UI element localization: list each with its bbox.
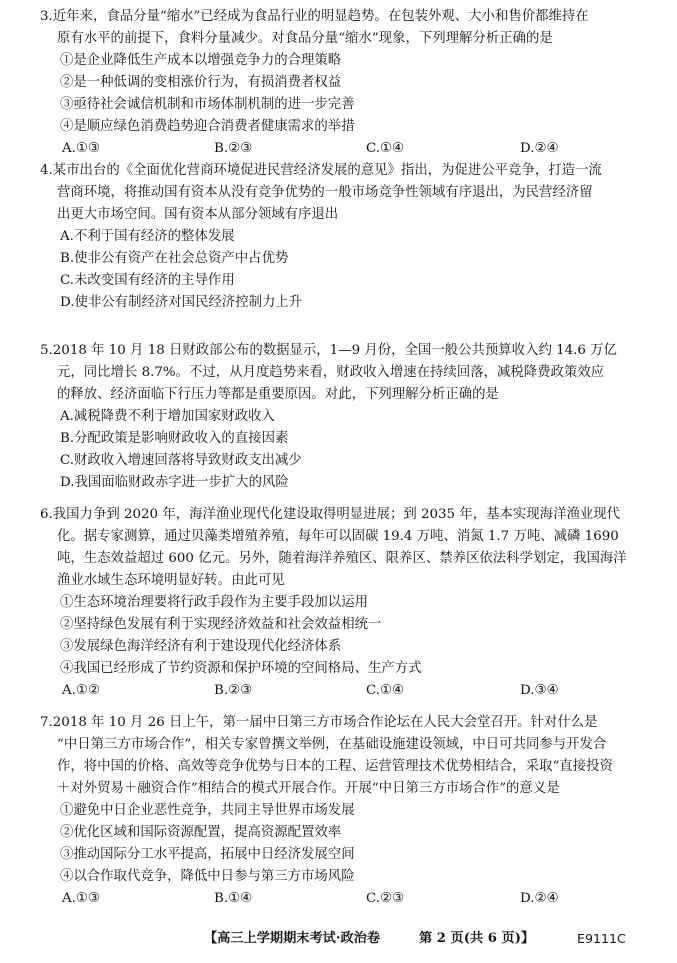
- question-stem-line: 营商环境，将推动国有资本从没有竞争优势的一般市场竞争性领域有序退出，为民营经济留: [57, 185, 593, 200]
- statement-item: ②是一种低调的变相涨价行为，有损消费者权益: [60, 75, 342, 90]
- statement-item: ④是顺应绿色消费趋势迎合消费者健康需求的举措: [60, 119, 355, 134]
- answer-options: [0, 680, 677, 702]
- statement-item: ①生态环境治理要将行政手段作为主要手段加以运用: [60, 595, 368, 610]
- question-stem-line: ＋对外贸易＋融资合作”相结合的模式开展合作。开展“中日第三方市场合作”的意义是: [57, 781, 560, 796]
- question-stem-line: 出更大市场空间。国有资本从部分领域有序退出: [57, 207, 339, 222]
- statement-item: ②坚持绿色发展有利于实现经济效益和社会效益相统一: [60, 617, 382, 632]
- option-b[interactable]: B.②③: [214, 141, 253, 156]
- statement-item: ①是企业降低生产成本以增强竞争力的合理策略: [60, 53, 342, 68]
- footer-page-number: 第 2 页(共 6 页)】: [419, 931, 535, 946]
- question-stem-line: 5.2018 年 10 月 18 日财政部公布的数据显示，1—9 月份，全国一般公共预算收入约 14.6 万亿: [40, 343, 617, 358]
- answer-options: [0, 138, 677, 160]
- option-c[interactable]: C.①④: [366, 683, 405, 698]
- page-footer: [0, 928, 677, 950]
- question-stem-line: 作，将中国的价格、高效等竞争优势与日本的工程、运营管理技术优势相结合，采取“直接投资: [57, 759, 613, 774]
- option-b[interactable]: B.②③: [214, 683, 253, 698]
- option-c[interactable]: C.财政收入增速回落将导致财政支出减少: [60, 453, 302, 468]
- statement-item: ③推动国际分工水平提高，拓展中日经济发展空间: [60, 847, 355, 862]
- option-a[interactable]: A.减税降费不利于增加国家财政收入: [60, 409, 275, 424]
- question-stem-line: 4.某市出台的《全面优化营商环境促进民营经济发展的意见》指出，为促进公平竞争，打造一流: [40, 163, 602, 178]
- question-stem-line: 元，同比增长 8.7%。不过，从月度趋势来看，财政收入增速在持续回落，减税降费政策效应: [57, 365, 605, 380]
- question-stem-line: 的释放、经济面临下行压力等都是重要原因。对此，下列理解分析正确的是: [57, 387, 499, 402]
- statement-item: ③亟待社会诚信机制和市场体制机制的进一步完善: [60, 97, 355, 112]
- option-c[interactable]: C.①④: [366, 141, 405, 156]
- option-c[interactable]: C.②③: [366, 891, 405, 906]
- question-stem-line: 化。据专家测算，通过贝藻类增殖养殖，每年可以固碳 19.4 万吨、消氮 1.7 万吨、减磷 1690: [57, 529, 619, 544]
- option-b[interactable]: B.使非公有资产在社会总资产中占优势: [60, 251, 289, 266]
- question-stem-line: 渔业水域生态环境明显好转。由此可见: [57, 573, 285, 588]
- statement-item: ④我国已经形成了节约资源和保护环境的空间格局、生产方式: [60, 661, 422, 676]
- option-a[interactable]: A.①③: [62, 891, 100, 906]
- option-a[interactable]: A.①②: [62, 683, 100, 698]
- statement-item: ③发展绿色海洋经济有利于建设现代化经济体系: [60, 639, 342, 654]
- statement-item: ④以合作取代竞争，降低中日参与第三方市场风险: [60, 869, 355, 884]
- footer-exam-title: 【高三上学期期末考试·政治卷: [204, 931, 381, 946]
- question-stem-line: 6.我国力争到 2020 年，海洋渔业现代化建设取得明显进展；到 2035 年，基本实现海洋渔业现代: [40, 507, 621, 522]
- option-d[interactable]: D.②④: [520, 891, 559, 906]
- question-stem-line: “中日第三方市场合作”，相关专家曾撰文举例，在基础设施建设领域，中日可共同参与开发合: [57, 737, 607, 752]
- option-d[interactable]: D.②④: [520, 141, 559, 156]
- option-c[interactable]: C.未改变国有经济的主导作用: [60, 273, 235, 288]
- option-d[interactable]: D.使非公有制经济对国民经济控制力上升: [60, 295, 303, 310]
- question-stem-line: 7.2018 年 10 月 26 日上午，第一届中日第三方市场合作论坛在人民大会堂召开。针对什么是: [40, 715, 598, 730]
- question-stem-line: 吨，生态效益超过 600 亿元。另外，随着海洋养殖区、限养区、禁养区依法科学划定，我国海洋: [57, 551, 627, 566]
- option-b[interactable]: B.①④: [214, 891, 253, 906]
- option-d[interactable]: D.③④: [520, 683, 559, 698]
- answer-options: [0, 888, 677, 910]
- question-stem-line: 3.近年来，食品分量“缩水”已经成为食品行业的明显趋势。在包装外观、大小和售价都维持在: [40, 9, 589, 24]
- statement-item: ②优化区域和国际资源配置，提高资源配置效率: [60, 825, 342, 840]
- question-stem-line: 原有水平的前提下，食料分量减少。对食品分量“缩水”现象，下列理解分析正确的是: [57, 31, 553, 46]
- option-a[interactable]: A.不利于国有经济的整体发展: [60, 229, 235, 244]
- statement-item: ①避免中日企业恶性竞争，共同主导世界市场发展: [60, 803, 355, 818]
- footer-paper-code: E9111C: [577, 931, 626, 946]
- option-d[interactable]: D.我国面临财政赤字进一步扩大的风险: [60, 475, 289, 490]
- option-a[interactable]: A.①③: [62, 141, 100, 156]
- option-b[interactable]: B.分配政策是影响财政收入的直接因素: [60, 431, 289, 446]
